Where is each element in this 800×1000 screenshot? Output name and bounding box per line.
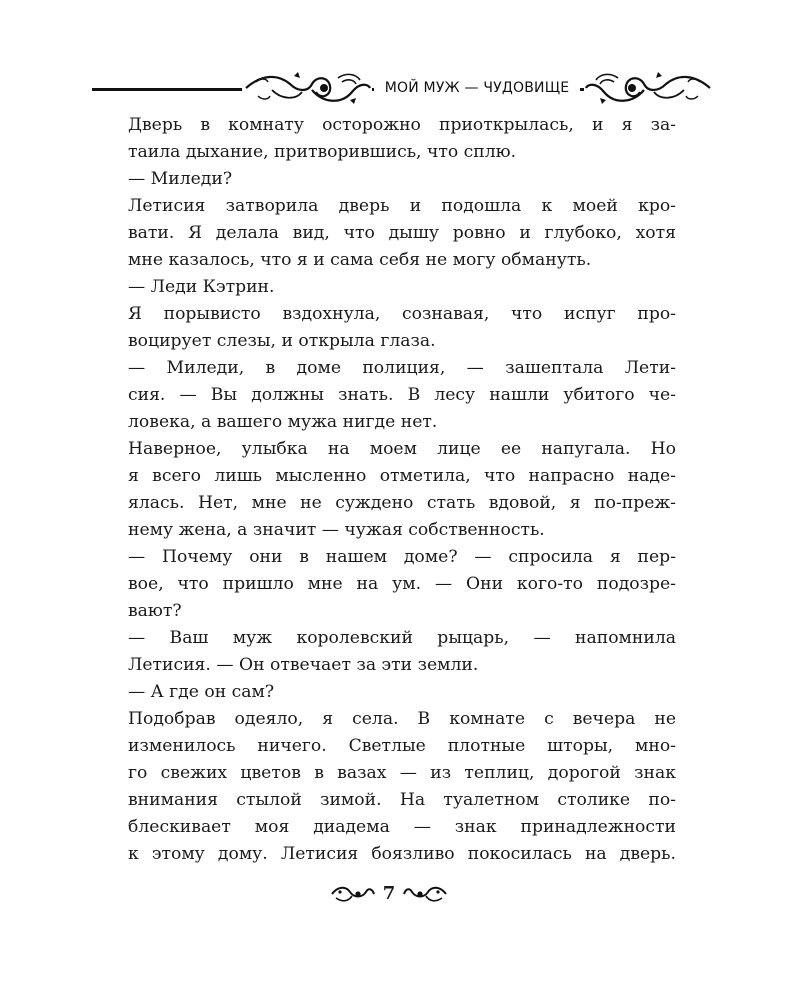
flourish-ornament-icon — [402, 884, 448, 904]
text-line: го свежих цветов в вазах — из теплиц, дорогой знак — [128, 763, 676, 783]
flourish-ornament-icon — [584, 70, 714, 106]
text-line: — А где он сам? — [128, 682, 275, 702]
text-line: Дверь в комнату осторожно приоткрылась, и я за- — [128, 115, 676, 135]
text-line: Летисия затворила дверь и подошла к моей кро- — [128, 196, 676, 216]
text-line: — Ваш муж королевский рыцарь, — напомнила — [128, 628, 676, 648]
text-line: ялась. Нет, мне не суждено стать вдовой, я по-преж- — [128, 493, 676, 513]
text-line: внимания стылой зимой. На туалетном столике по- — [128, 790, 676, 810]
text-line: вое, что пришло мне на ум. — Они кого-то подозре- — [128, 574, 676, 594]
text-line: сия. — Вы должны знать. В лесу нашли убитого че- — [128, 385, 676, 405]
text-line: ловека, а вашего мужа нигде нет. — [128, 412, 438, 432]
text-line: Я порывисто вздохнула, сознавая, что испуг про- — [128, 304, 676, 324]
text-line: Наверное, улыбка на моем лице ее напугала. Но — [128, 439, 676, 459]
text-line: — Миледи, в доме полиция, — зашептала Лети- — [128, 358, 676, 378]
book-title: МОЙ МУЖ — ЧУДОВИЩЕ — [374, 76, 580, 100]
text-line: мне казалось, что я и сама себя не могу обмануть. — [128, 250, 592, 270]
text-line: изменилось ничего. Светлые плотные шторы, мно- — [128, 736, 676, 756]
flourish-ornament-icon — [330, 884, 376, 904]
text-line: Подобрав одеяло, я села. В комнате с вечера не — [128, 709, 676, 729]
flourish-ornament-icon — [242, 70, 372, 106]
page-footer — [330, 880, 448, 908]
text-line: вати. Я делала вид, что дышу ровно и глубоко, хотя — [128, 223, 676, 243]
page-number: 7 — [382, 883, 396, 904]
text-line: Летисия. — Он отвечает за эти земли. — [128, 655, 479, 675]
text-line: — Миледи? — [128, 169, 233, 189]
text-line: — Почему они в нашем доме? — спросила я пер- — [128, 547, 676, 567]
body-text — [128, 112, 676, 868]
text-line: воцирует слезы, и открыла глаза. — [128, 331, 436, 351]
running-header — [92, 66, 678, 110]
text-line: я всего лишь мысленно отметила, что напрасно наде- — [128, 466, 676, 486]
text-line: нему жена, а значит — чужая собственность. — [128, 520, 545, 540]
text-line: — Леди Кэтрин. — [128, 277, 275, 297]
text-line: к этому дому. Летисия боязливо покосилась на дверь. — [128, 844, 676, 864]
text-line: таила дыхание, притворившись, что сплю. — [128, 142, 517, 162]
text-line: блескивает моя диадема — знак принадлежности — [128, 817, 676, 837]
text-line: вают? — [128, 601, 182, 621]
